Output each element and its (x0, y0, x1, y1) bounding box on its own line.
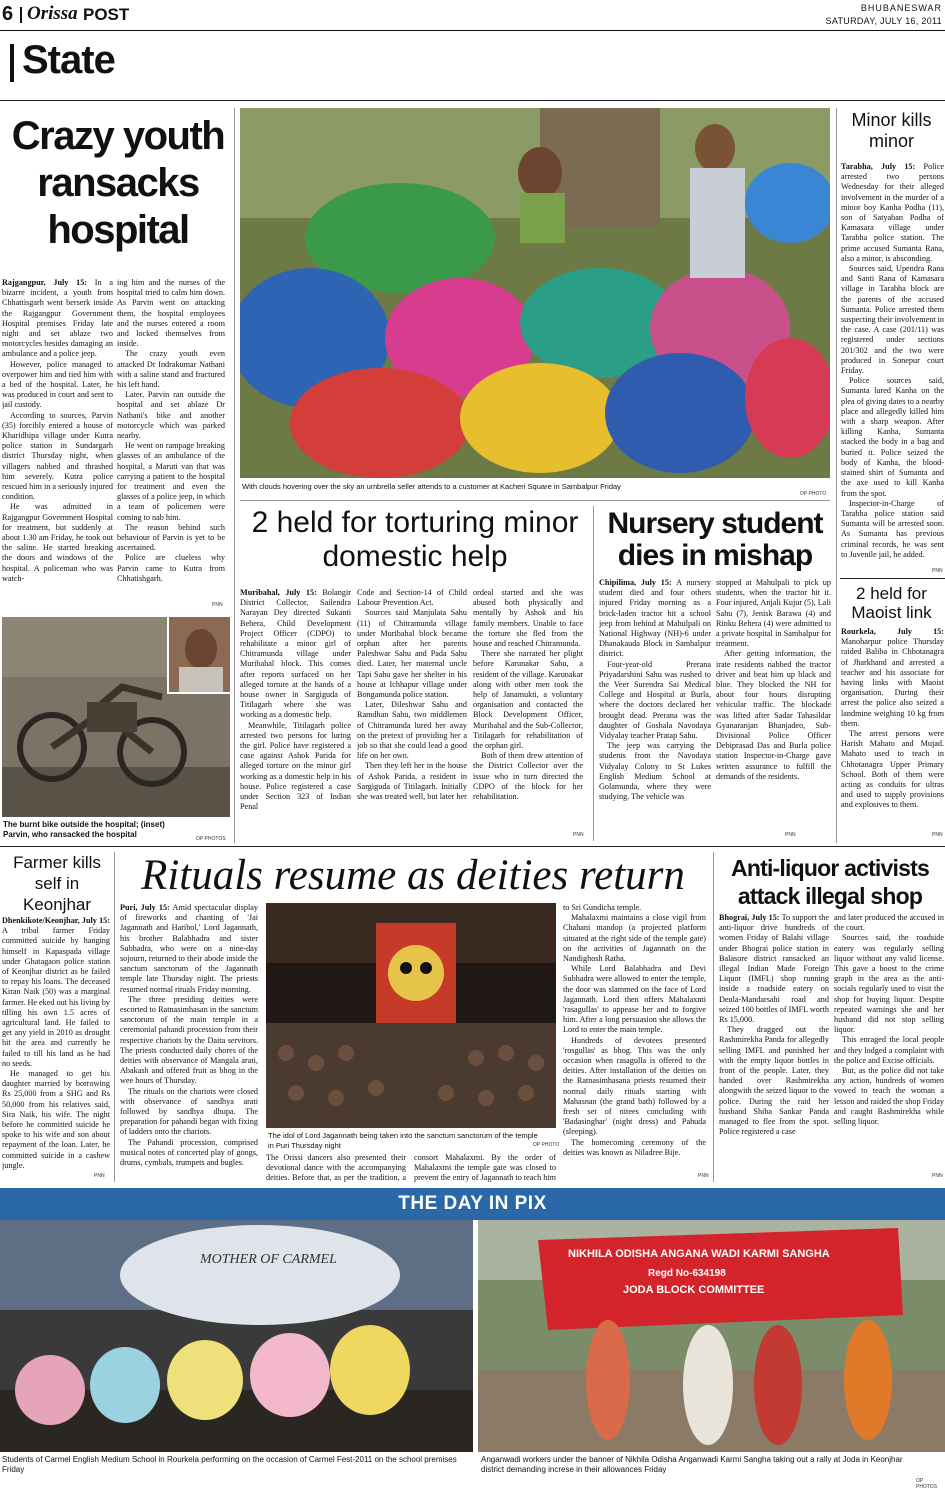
torture-col1: Muribahal, July 15: Bolangir District Collector, Sailendra Narayan Dey directed Sukanti Behera, Child Development Project Officer (CDPO) to rehabilitate a minor girl of Chitramunda village under Muribahal block. This comes after reports surfaced on her alleged torture at the hands of a house owner in Sargiguda of Titilagarh where she was working as a domestic help. Meanwhile, Titilagarh police arrested two persons for luring the girl. Police have registered a case against Ashok Parida for alleged torture on the minor girl working as a domestic help in his house. Police registered a case under Section 323 of Indian Penal (240, 588, 351, 812)
torture-sign: PNN (573, 832, 584, 838)
torture-headline: 2 held for torturing minor domestic help (251, 506, 579, 573)
carmel-fest-caption: Students of Carmel English Medium School in Rourkela performing on the occasion of Carmel Fest-2011 on the school premises Friday (2, 1455, 457, 1474)
parvin-inset-photo (167, 617, 230, 694)
burnt-bike-caption: The burnt bike outside the hospital; (inset) Parvin, who ransacked the hospital (3, 820, 165, 839)
rituals-headline: Rituals resume as deities return (141, 852, 685, 899)
paper-name-post: POST (83, 5, 130, 24)
rituals-col1: Puri, July 15: Amid spectacular display of fireworks and chanting of 'Jai Jagannath and Haribol,' Lord Jagannath, his brother Balabhadra and sister Subhadra, who were on a nine-day sojourn, returned to their abode inside the sanctum sanctorum of the Jagannath temple late Thursday night. The priests resumed normal rituals Friday morning. The three presiding deities were escorted to Ratnasimhasan in the sanctum sanctorum of the main temple in a ceremonial pahandi procession from their respective chariots by the Daita servitors. The priests conducted daily chores of the deities with observance of Mangala arati, Abakash and offered fruit as bhog in the wee hours of Thursday. The rituals on the chariots were closed with observance of sandhya arati followed by sandhya dhupa. The preparation for pahandi began with fixing of ladders onto the chariots. The Pahandi procession, comprised musical notes of concerted play of gongs, drums, cymbals, trumpets and bugles. (120, 903, 258, 1168)
rally-banner-line3: JODA BLOCK COMMITTEE (623, 1284, 765, 1296)
minor-kills-sign: PNN (932, 568, 943, 574)
liquor-col2: and later produced the accused in the court. Sources said, the roadside eatery was regularly selling liquor without any valid license. This gave a boost to the crime graph in the area as the anti-socials regularly used to visit the shop for buying liquor. Despite repeated warnings she and her husband did not stop selling liquor. This enraged the local people and they lodged a complaint with the police and Excise officials. But, as the police did not take any action, hundreds of women vowed to teach the woman a lesson and raided the shop Friday and caught Rashmirekha while selling liquor. (834, 913, 944, 1127)
masthead (0, 0, 945, 32)
masthead-divider (20, 7, 22, 23)
carmel-stage-text: MOTHER OF CARMEL (200, 1252, 337, 1267)
jagannath-caption: The idol of Lord Jagannath being taken into the sanctum sanctorum of the temple in Puri Thursday night (268, 1131, 538, 1150)
farmer-body: Dhenkikote/Keonjhar, July 15: A tribal farmer Friday committed suicide by hanging himself in Kapaspada village under Ghatagaon police station of Keonjhar district as he failed to repay his loans. The deceased Kiran Naik (50) was a marginal farmer. He eked out his living by tilling his own 1.5 acres of agricultural land. He failed to get any yield in 2010 as drought hit the area and currently he failed to till his land as he had no seeds. He managed to get his daughter married by borrowing Rs 25,000 from a SHG and Rs 50,000 from his relatives said, Sira Naik, his wife. The night before he committed suicide he spoke to his wife and son about repayment of the loan. Later, he committed suicide in a cashew jungle. (2, 916, 110, 1170)
liquor-headline: Anti-liquor activists attack illegal shop (731, 855, 929, 909)
torture-col2: Code and Section-14 of Child Labour Prevention Act. Sources said Manjulata Sahu (11) of Chitramunda village under Muribahal block became orphan after her parents Paleshwar Sahu and Pada Sahu died. Later, her maternal uncle Tapi Sahu gave her shelter in his house at Ichhapur village under Bongamunda police station. Later, Dileshwar Sahu and Ramdhan Sahu, two middlemen of Chitramunda lured her away on the pretext of providing her a job so that she could lead a good life on her own. Then they left her in the house of Ashok Parida, a resident in Sargiguda of Titilagarh. Initially she was treated well, but later her (357, 588, 467, 802)
maoist-sign: PNN (932, 832, 943, 838)
umbrella-seller-photo (240, 108, 830, 478)
rituals-under-photo-a: The Orissi dancers also presented their devotional dance with the accompanying deities. Before that, as per the tradition, a (266, 1153, 406, 1183)
crazy-youth-col1: Rajgangpur, July 15: In a bizarre incident, a youth from Chhattisgarh went berserk inside the Rajgangpur Government Hospital premises Friday late night and set ablaze two motorcycles besides damaging an ambulance and a police jeep. However, police managed to overpower him and tied him with a bed of the hospital. Later, he was produced in court and sent to jail custody. According to sources, Parvin (35) forcibly entered a house of Kharidhipa village under Kutra police station in Sundargarh district Thursday night, when villagers nabbed and thrashed him severely. Kutra police rescued him in a seriously injured condition. He was admitted in Rajgangpur Government Hospital for treatment, but suddenly at about 1.30 am Friday, he took out the saline. He started breaking the doors and windows of the hospital. A policeman who was watch- (2, 278, 113, 583)
nursery-col1: Chipilima, July 15: A nursery student died and four others injured Friday morning as a brick-laden tractor hit a school jeep from behind at Mahulpali on National Highway (NH)-6 under Dhanakauda Block in Sambalpur district. Four-year-old Prerana Priyadarshini Sahu was rushed to the Veer Surendra Sai Medical College and Hospital at Burla, where the doctors declared her brought dead. Prerana was the daughter of Goshala Navodaya Vidyalay teacher Pratap Sahu. The jeep was carrying the students from the Navodaya Vidyalay Colony to St Lukes English Medium School at Golamunda, where they were studying. The vehicle was (599, 578, 711, 802)
rally-banner-line2: Regd No-634198 (648, 1268, 726, 1279)
anganwadi-caption: Anganwadi workers under the banner of Nikhila Odisha Anganwadi Karmi Sangha taking out a rally at Joda in Keonjhar district demanding increse in their allowances Friday (481, 1455, 903, 1474)
farmer-headline: Farmer kills self in Keonjhar (13, 853, 101, 914)
jagannath-idol-photo (266, 903, 556, 1128)
carmel-fest-photo (0, 1220, 473, 1452)
rituals-sign: PNN (698, 1173, 709, 1179)
nursery-sign: PNN (785, 832, 796, 838)
minor-kills-body: Tarabha, July 15: Police arrested two persons Wednesday for their alleged involvement in the murder of a minor boy Kanha Podha (11), son of Satyaban Podha of Kamasara village under Tarabha police station. The prime accused Sumanta Rana, also a minor, is absconding. Sources said, Upendra Rana and Santi Rana of Kamasara village in Tarabha block are the parents of the accused Sumanta. Police arrested them suspecting their involvement in the case. A case (201/11) was registered under sections 201/302 and the two were produced in Sonepur court Friday. Police sources said, Sumanta lured Kanha on the plea of giving dates to a nearby place and allegedly killed him with a sharp weapon. After killing Kanha, Sumanta stacked the body in a bag and buried it. Police seized the body of Kanha, the blood-stained shirt of Sumanta and the axe used to kill Kanha from the spot. Inspector-in-Charge of Tarabha police station said Sumanta will be arrested soon. As Sumanta has previous criminal records, he was sent to Juvenile jail, he added. (841, 162, 944, 559)
masthead-city: BHUBANESWAR (860, 3, 942, 13)
masthead-date: SATURDAY, JULY 16, 2011 (825, 16, 942, 26)
maoist-body: Rourkela, July 15: Manoharpur police Thursday raided Baliba in Chhotanagra of Jharkhand and arrested a teacher and his associate for having links with Maoist organisation. During their arrest the police also seized a landmine weighing 10 kg from them. The arrest persons were Harish Mahato and Mujad. Mahato used to teach in Chhotanagra Upper Primary School. Both of them were acting as conduits for ultras and used to supply provisions and explosives to them. (841, 627, 944, 810)
nursery-col2: stopped at Mahulpali to pick up students, when the tractor hit it. Four injured, Anjali Kujur (5), Lali Sahu (7), Jenisk Barawa (4) and Rinku Behera (4) were admitted to a private hospital in Sambalpur for treatment. After getting information, the irate residents nabbed the tractor driver and beat him up black and blue. They blocked the NH for about four hours disrupting vehicular traffic. The blockade was lifted after Sadar Tahasildar Gyanaranjan Bhanjadeo, Sub-Divisional Police Officer Debiprasad Das and Burla police station Inspector-in-Charge gave written assurance to fulfill the demands of the residents. (716, 578, 831, 781)
rituals-col3: to Sri Gundicha temple. Mahalaxmi maintains a close vigil from Chahani mandop (a projected platform situated at the right side of the temple gate) on the activities of Jagannath on the Nandighosh Ratha. While Lord Balabhadra and Devi Subhadra were allowed to enter the temple, the door was slammed on the face of Lord Jagannath. Lord then offers Mahalaxmi 'rasagullas' to appease her and to forgive him. After a long persuasion she allows the Lord to enter the main temple. Hundreds of devotees presented 'rosgullas' as bhog. This was the only occasion when rasagulla is offered to the deities. After installation of the deities on the Ratnasimhasana priests resumed their normal daily rituals starting with Mahasnan (the grand bath) followed by a fresh set of nitees concluding with 'Badasinghar' (night dress) and Pahuda (sleeping). The homecoming ceremony of the deities was known as Niladree Bije. (563, 903, 706, 1157)
liquor-col1: Bhograi, July 15: To support the anti-liquor drive hundreds of women Friday of Balahi village under Bhograi police station in Balasore district ransacked an illegal Indian Made Foreign Liquor (IMFL) shop running inside a roadside eatery on Deula-Mandarsahi road and seized 100 bottles of IMFL worth Rs 15,000. They dragged out the Rashmirekha Panda for allegedly selling IMFL and punished her with the empty liquor bottles in front of the people. Later, they handed over Rashmirekha alongwith the seized liquor to the police. During the raid her husband Shiba Sankar Panda managed to flee from the spot. Police registered a case (719, 913, 829, 1137)
umbrella-credit: OP PHOTO (800, 491, 827, 497)
masthead-rule (0, 30, 945, 31)
anganwadi-rally-photo (478, 1220, 945, 1452)
crazy-youth-headline: Crazy youth ransacks hospital (11, 114, 225, 252)
section-title: State (22, 38, 115, 82)
maoist-headline: 2 held for Maoist link (851, 584, 932, 622)
day-in-pix-banner (0, 1188, 945, 1220)
day-in-pix-credit: OP PHOTOS (916, 1478, 938, 1490)
minor-kills-headline: Minor kills minor (851, 110, 932, 151)
page-number: 6 (2, 3, 14, 25)
crazy-youth-col2: ing him and the nurses of the hospital tried to calm him down. As Parvin went on attacking them, the hospital employees and the nurses entered a room and locked themselves from inside. The crazy youth even attacked Dr Indrakumar Nathani with a saline stand and fractured his left hand. Later, Parvin ran outside the hospital and set ablaze Dr Nathani's bike and another motorcycle which was parked nearby. He went on rampage breaking glasses of an ambulance of the hospital, a Maruti van that was carrying a patient to the hospital for treatment and even the glasses of a police jeep, in which a team of policemen were coming to nab him. The reason behind such behaviour of Parvin is yet to be ascertained. Police are clueless why Parvin came to Kutra from Chhatishgarh. (117, 278, 225, 583)
crazy-youth-sign: PNN (212, 602, 223, 608)
jagannath-credit: OP PHOTO (533, 1142, 560, 1148)
burnt-bike-credit: OP PHOTOS (196, 836, 226, 842)
rituals-under-photo-b: consort Mahalaxmi. By the order of Mahalaxmi the temple gate was closed to prevent the entry of Jagannath to teach him (414, 1153, 556, 1183)
umbrella-caption: With clouds hovering over the sky an umbrella seller attends to a customer at Kacheri Square in Sambalpur Friday (242, 482, 621, 491)
nursery-headline: Nursery student dies in mishap (607, 507, 823, 572)
day-in-pix-title: THE DAY IN PIX (398, 1193, 547, 1214)
liquor-sign: PNN (932, 1173, 943, 1179)
torture-col3: ordeal started and she was abused both physically and mentally by Ashok and his family members. Unable to face the torture she fled from the house and reached Chitramunda. There she narrated her plight before Karunakar Sahu, a resident of the village. Karunakar along with other men took the help of Janamukti, a voluntary organisation and contacted the Block Development Officer, Muribahal and the Sub-Collector, Titilagarh for rehabilitation of the orphan girl. Both of them drew attention of the District Collector over the issue who in turn directed the CDPO of the block for her rehabilitation. (473, 588, 583, 802)
burnt-bike-photo (2, 617, 230, 817)
rally-banner-line1: NIKHILA ODISHA ANGANA WADI KARMI SANGHA (568, 1248, 830, 1260)
farmer-sign: PNN (94, 1173, 105, 1179)
section-label (0, 38, 140, 90)
paper-name-italic: Orissa (27, 3, 78, 24)
